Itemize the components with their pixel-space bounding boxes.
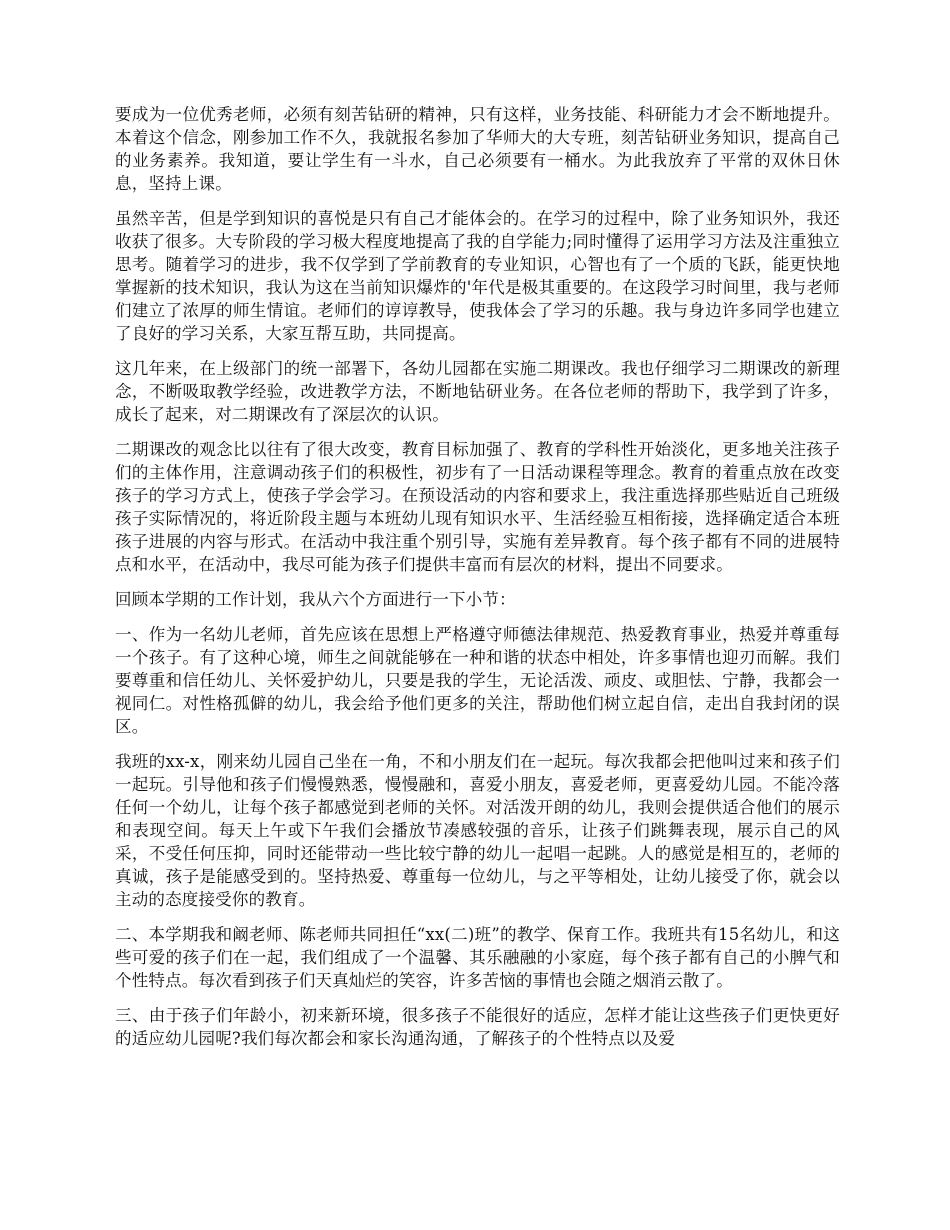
paragraph-2: 虽然辛苦，但是学到知识的喜悦是只有自己才能体会的。在学习的过程中，除了业务知识外，我还收获了很多。大专阶段的学习极大程度地提高了我的自学能力;同时懂得了运用学习方法及注重独立思考。随着学习的进步，我不仅学到了学前教育的专业知识，心智也有了一个质的飞跃，能更快地掌握新的技术知识，我认为这在当前知识爆炸的'年代是极其重要的。在这段学习时间里，我与老师们建立了浓厚的师生情谊。老师们的谆谆教导，使我体会了学习的乐趣。我与身边许多同学也建立了良好的学习关系，大家互帮互助，共同提高。 bbox=[115, 209, 840, 343]
paragraph-9: 三、由于孩子们年龄小，初来新环境，很多孩子不能很好的适应，怎样才能让这些孩子们更快更好的适应幼儿园呢?我们每次都会和家长沟通沟通，了解孩子的个性特点以及爱 bbox=[115, 1006, 840, 1048]
paragraph-1: 要成为一位优秀老师，必须有刻苦钻研的精神，只有这样，业务技能、科研能力才会不断地提升。本着这个信念，刚参加工作不久，我就报名参加了华师大的大专班，刻苦钻研业务知识，提高自己的业务素养。我知道，要让学生有一斗水，自己必须要有一桶水。为此我放弃了平常的双休日休息，坚持上课。 bbox=[115, 105, 840, 193]
paragraph-4: 二期课改的观念比以往有了很大改变，教育目标加强了、教育的学科性开始淡化，更多地关注孩子们的主体作用，注意调动孩子们的积极性，初步有了一日活动课程等理念。教育的着重点放在改变孩子的学习方式上，使孩子学会学习。在预设活动的内容和要求上，我注重选择那些贴近自己班级孩子实际情况的，将近阶段主题与本班幼儿现有知识水平、生活经验互相衔接，选择确定适合本班孩子进展的内容与形式。在活动中我注重个别引导，实施有差异教育。每个孩子都有不同的进展特点和水平，在活动中，我尽可能为孩子们提供丰富而有层次的材料，提出不同要求。 bbox=[115, 440, 840, 574]
document-body bbox=[115, 103, 840, 1062]
paragraph-6: 一、作为一名幼儿老师，首先应该在思想上严格遵守师德法律规范、热爱教育事业，热爱并尊重每一个孩子。有了这种心境，师生之间就能够在一种和谐的状态中相处，许多事情也迎刃而解。我们要尊重和信任幼儿、关怀爱护幼儿，只要是我的学生，无论活泼、顽皮、或胆怯、宁静，我都会一视同仁。对性格孤僻的幼儿，我会给予他们更多的关注，帮助他们树立起自信，走出自我封闭的误区。 bbox=[115, 625, 840, 736]
paragraph-8: 二、本学期我和阚老师、陈老师共同担任“xx(二)班”的教学、保育工作。我班共有15名幼儿，和这些可爱的孩子们在一起，我们组成了一个温馨、其乐融融的小家庭，每个孩子都有自己的小脾气和个性特点。每次看到孩子们天真灿烂的笑容，许多苦恼的事情也会随之烟消云散了。 bbox=[115, 925, 840, 990]
paragraph-3: 这几年来，在上级部门的统一部署下，各幼儿园都在实施二期课改。我也仔细学习二期课改的新理念，不断吸取教学经验，改进教学方法，不断地钻研业务。在各位老师的帮助下，我学到了许多，成长了起来，对二期课改有了深层次的认识。 bbox=[115, 359, 840, 424]
paragraph-7: 我班的xx-x，刚来幼儿园自己坐在一角，不和小朋友们在一起玩。每次我都会把他叫过来和孩子们一起玩。引导他和孩子们慢慢熟悉，慢慢融和，喜爱小朋友，喜爱老师，更喜爱幼儿园。不能冷落任何一个幼儿，让每个孩子都感觉到老师的关怀。对活泼开朗的幼儿，我则会提供适合他们的展示和表现空间。每天上午或下午我们会播放节凑感较强的音乐，让孩子们跳舞表现，展示自己的风采，不受任何压抑，同时还能带动一些比较宁静的幼儿一起唱一起跳。人的感觉是相互的，老师的真诚，孩子是能感受到的。坚持热爱、尊重每一位幼儿，与之平等相处，让幼儿接受了你，就会以主动的态度接受你的教育。 bbox=[115, 752, 840, 909]
paragraph-5: 回顾本学期的工作计划，我从六个方面进行一下小节： bbox=[115, 590, 516, 609]
